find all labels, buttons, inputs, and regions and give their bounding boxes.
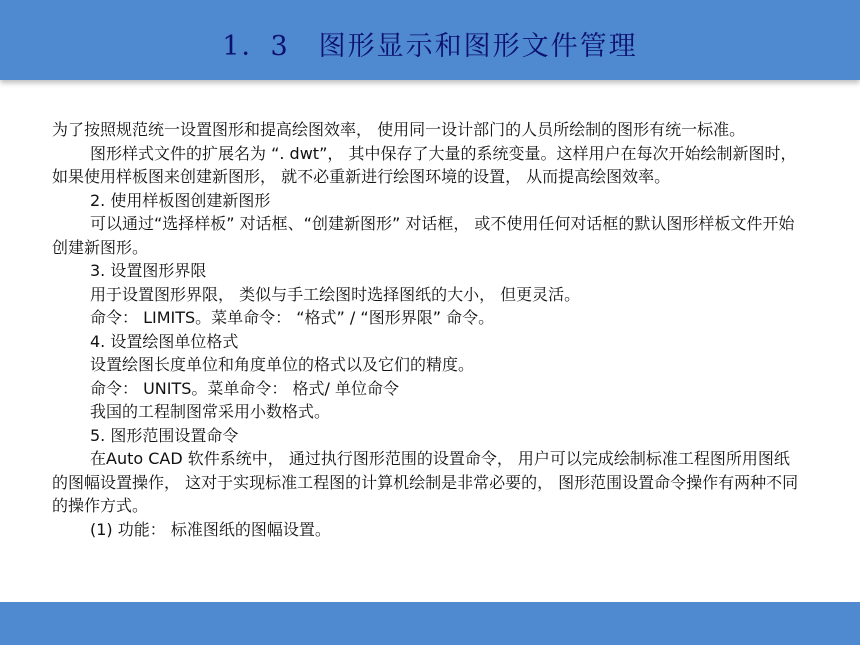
heading-use-template: 2. 使用样板图创建新图形 — [90, 190, 271, 210]
slide-body — [52, 118, 802, 541]
paragraph-template-ext: 图形样式文件的扩展名为 “. dwt”， 其中保存了大量的系统变量。这样用户在每次开始绘制新图时， 如果使用样板图来创建新图形， 就不必重新进行绘图环境的设置， 从而提高绘图效率。 — [52, 143, 797, 186]
heading-units: 4. 设置绘图单位格式 — [90, 331, 239, 351]
paragraph-units: 设置绘图长度单位和角度单位的格式以及它们的精度。 — [90, 355, 475, 374]
paragraph-limits-command: 命令： LIMITS。菜单命令： “格式” / “图形界限” 命令。 — [90, 308, 495, 327]
paragraph-function: (1) 功能： 标准图纸的图幅设置。 — [90, 519, 331, 539]
heading-range: 5. 图形范围设置命令 — [90, 425, 239, 445]
paragraph-limits: 用于设置图形界限， 类似与手工绘图时选择图纸的大小， 但更灵活。 — [90, 284, 581, 304]
title-bar — [0, 0, 860, 80]
paragraph-range: 在Auto CAD 软件系统中， 通过执行图形范围的设置命令， 用户可以完成绘制标准工程图所用图纸的图幅设置操作， 这对于实现标准工程图的计算机绘制是非常必要的， 图形范围设置命令操作有两种不同的操作方式。 — [52, 449, 799, 515]
paragraph-intro: 为了按照规范统一设置图形和提高绘图效率， 使用同一设计部门的人员所绘制的图形有统一标准。 — [52, 120, 746, 139]
paragraph-use-template: 可以通过“选择样板” 对话框、“创建新图形” 对话框， 或不使用任何对话框的默认图形样板文件开始创建新图形。 — [52, 214, 795, 257]
heading-limits: 3. 设置图形界限 — [90, 261, 207, 280]
paragraph-units-command: 命令： UNITS。菜单命令： 格式/ 单位命令 — [90, 378, 399, 398]
slide-title: 1．3 图形显示和图形文件管理 — [222, 30, 638, 62]
paragraph-decimal: 我国的工程制图常采用小数格式。 — [90, 402, 331, 421]
bottom-bar — [0, 602, 860, 645]
